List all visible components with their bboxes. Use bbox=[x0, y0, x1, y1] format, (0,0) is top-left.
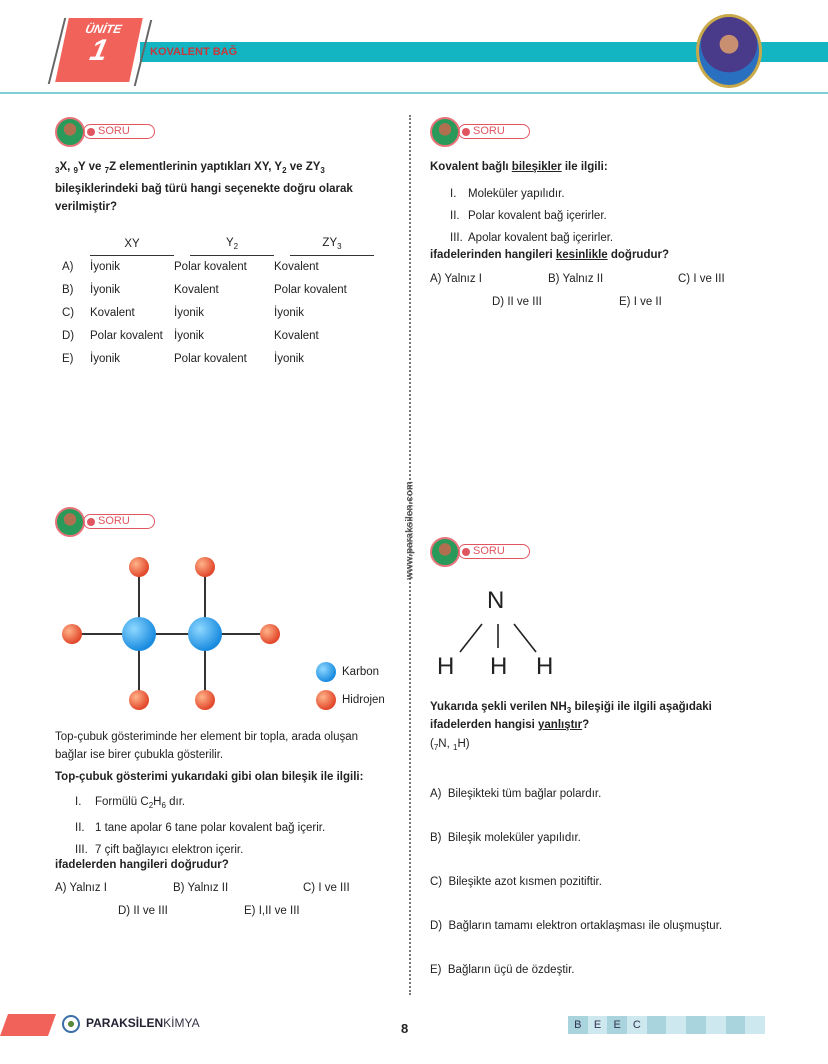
q4-options bbox=[430, 761, 722, 981]
q4-given: ($_7N$, $_1$H) bbox=[430, 738, 470, 752]
option-b[interactable]: B) Yalnız II bbox=[173, 882, 229, 894]
footer-accent bbox=[0, 1014, 56, 1036]
author-avatar bbox=[696, 14, 762, 88]
option-b[interactable]: B) Bileşik moleküler yapılıdır. bbox=[430, 832, 581, 844]
q1-options-table: XY $Y_2$ $ZY_3$ A) İyonik Polar kovalent Kovalent B) İyonik Kovalent Polar kovalent C) Kovalent İyonik İyonik D) Polar kovalent İyonik Kovalent E) İyonik Polar kovalent İyonik bbox=[62, 233, 374, 370]
option-d[interactable]: D) II ve III bbox=[118, 905, 168, 917]
option-a[interactable]: A) Yalnız I bbox=[430, 273, 482, 285]
atom-h: H bbox=[490, 653, 508, 680]
option-e[interactable]: E) I ve II bbox=[619, 296, 662, 308]
legend-carbon: Karbon bbox=[342, 666, 380, 678]
soru-badge: SORU bbox=[55, 507, 165, 537]
option-row[interactable]: A) İyonik Polar kovalent Kovalent bbox=[62, 260, 319, 273]
brand-name: PARAKSİLENKİMYA bbox=[86, 1016, 200, 1030]
option-d[interactable]: D) II ve III bbox=[492, 296, 542, 308]
atom-n: N bbox=[487, 587, 505, 614]
soru-badge: SORU bbox=[430, 117, 540, 147]
q3-items: I. Formülü $C_2H_6$ dır. II. 1 tane apolar 6 tane polar kovalent bağ içerir. III. 7 çift bağlayıcı elektron içerir. bbox=[75, 796, 326, 856]
soru-badge: SORU bbox=[55, 117, 165, 147]
option-row[interactable]: C) Kovalent İyonik İyonik bbox=[62, 306, 305, 319]
option-row[interactable]: B) İyonik Kovalent Polar kovalent bbox=[62, 283, 347, 296]
soru-badge: SORU bbox=[430, 537, 540, 567]
option-c[interactable]: C) I ve III bbox=[678, 273, 725, 285]
q2-items: I. Moleküler yapılıdır. II. Polar kovalent bağ içerirler. III. Apolar kovalent bağ içerirler. bbox=[450, 188, 614, 244]
q4-stem: Yukarıda şekli verilen $NH_3$ bileşiği ile ilgili aşağıdaki ifadelerden hangisi yanlıştır? bbox=[430, 701, 712, 731]
option-c[interactable]: C) I ve III bbox=[303, 882, 350, 894]
option-c[interactable]: C) Bileşikte azot kısmen pozitiftir. bbox=[430, 876, 602, 888]
unit-badge: ÜNİTE 1 bbox=[55, 18, 143, 82]
option-a[interactable]: A) Yalnız I bbox=[55, 882, 107, 894]
legend-hydrogen: Hidrojen bbox=[342, 694, 385, 706]
q3-ask: ifadelerden hangileri doğrudur? bbox=[55, 859, 229, 871]
atom-h: H bbox=[536, 653, 554, 680]
option-row[interactable]: D) Polar kovalent İyonik Kovalent bbox=[62, 329, 319, 342]
option-d[interactable]: D) Bağların tamamı elektron ortaklaşması ile oluşmuştur. bbox=[430, 920, 723, 932]
q2-stem: Kovalent bağlı bileşikler ile ilgili: bbox=[430, 161, 608, 173]
option-b[interactable]: B) Yalnız II bbox=[548, 273, 604, 285]
q3-stem: Top-çubuk gösterimi yukarıdaki gibi olan bileşik ile ilgili: bbox=[55, 771, 364, 783]
q1-stem: $_3$X, $_9$Y ve $_7$Z elementlerinin yaptıkları XY, $Y_2$ ve $ZY_3$ bileşiklerindeki bağ türü hangi seçenekte doğru olarak verilmiştir? bbox=[55, 161, 353, 213]
brand-logo-icon bbox=[62, 1015, 80, 1033]
topic-title: KOVALENT BAĞ bbox=[150, 46, 238, 58]
answer-key: B E E C bbox=[568, 1016, 765, 1034]
page-number: 8 bbox=[401, 1021, 409, 1036]
option-row[interactable]: E) İyonik Polar kovalent İyonik bbox=[62, 352, 305, 365]
nh3-bonds bbox=[0, 0, 600, 700]
q3-intro: Top-çubuk gösteriminde her element bir topla, arada oluşan bağlar ise birer çubukla gösterilir. bbox=[55, 731, 359, 761]
option-a[interactable]: A) Bileşikteki tüm bağlar polardır. bbox=[430, 788, 602, 800]
option-e[interactable]: E) I,II ve III bbox=[244, 905, 300, 917]
side-url: www.paraksilen.com bbox=[404, 481, 416, 580]
q2-ask: ifadelerinden hangileri kesinlikle doğrudur? bbox=[430, 249, 670, 261]
option-e[interactable]: E) Bağların üçü de özdeştir. bbox=[430, 964, 575, 976]
atom-h: H bbox=[437, 653, 455, 680]
